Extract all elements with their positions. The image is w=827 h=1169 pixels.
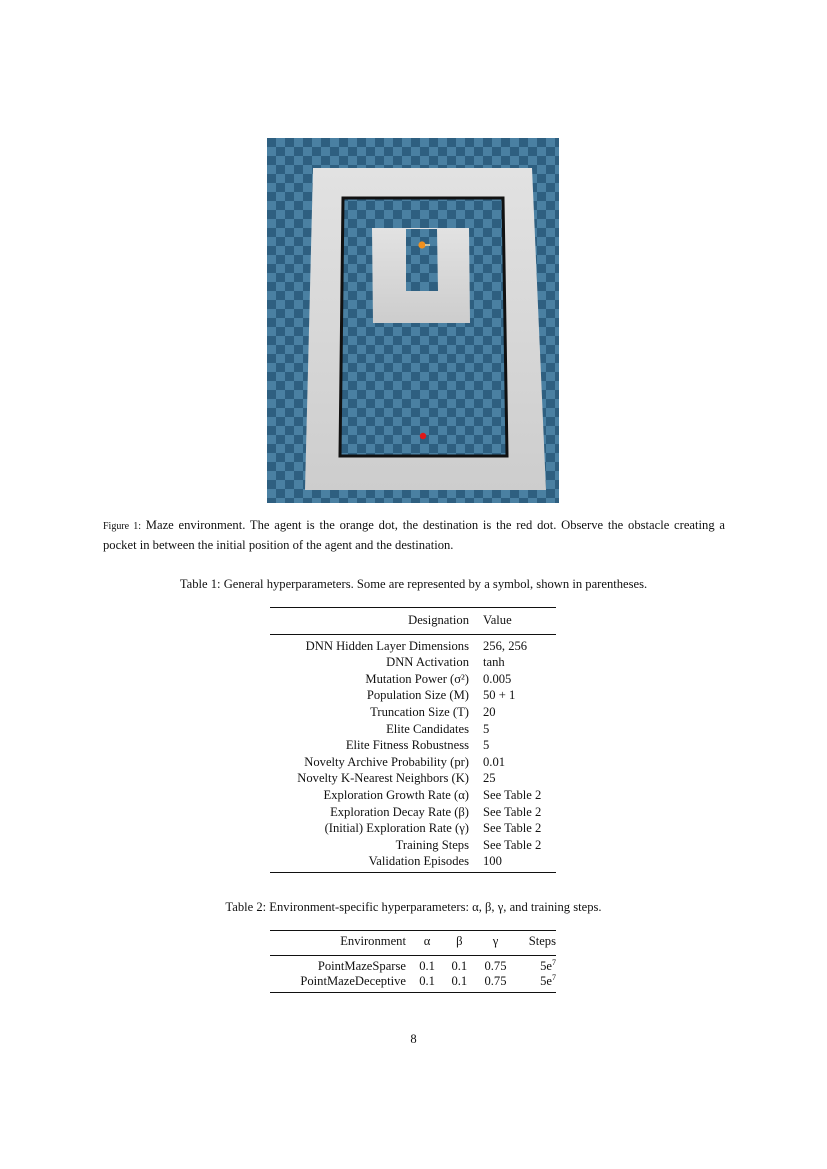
table-row (270, 770, 556, 787)
figure-caption-label: Figure 1: (103, 521, 142, 532)
table-row (270, 737, 556, 754)
beta-cell: 0.1 (451, 974, 468, 988)
designation-cell: Mutation Power (σ²) (365, 671, 469, 686)
column-header-beta: β (456, 934, 463, 948)
table-row (270, 671, 556, 688)
beta-cell: 0.1 (451, 958, 468, 973)
table-row (270, 754, 556, 771)
steps-base: 5e (540, 958, 552, 973)
maze-figure (267, 138, 559, 503)
figure-caption-text: Maze environment. The agent is the orange dot, the destination is the red dot. Observe the obstacle creating a pocket in between the initial position of the agent and the destination. (103, 518, 725, 552)
designation-cell: Exploration Growth Rate (α) (323, 787, 469, 802)
value-cell: 5 (483, 721, 490, 736)
destination-dot (420, 433, 426, 439)
table2-caption: Table 2: Environment-specific hyperparameters: α, β, γ, and training steps. (225, 900, 602, 914)
table-row (270, 704, 556, 721)
designation-cell: Elite Fitness Robustness (345, 738, 469, 753)
maze-render (267, 138, 559, 503)
table-row (270, 687, 556, 704)
table-row (270, 804, 556, 821)
steps-cell (516, 955, 556, 974)
steps-exponent: 7 (552, 957, 556, 967)
value-cell: 5 (483, 738, 490, 753)
alpha-cell: 0.1 (419, 958, 435, 973)
environment-cell: PointMazeSparse (317, 958, 406, 973)
designation-cell: Novelty Archive Probability (pr) (304, 754, 469, 769)
value-cell: 256, 256 (483, 638, 528, 653)
value-cell: See Table 2 (483, 804, 542, 819)
table-row (270, 820, 556, 837)
table1-caption: Table 1: General hyperparameters. Some are represented by a symbol, shown in parentheses. (179, 577, 648, 591)
table-row (270, 654, 556, 671)
table-row (270, 634, 556, 654)
table-row (270, 787, 556, 804)
general-hyperparameters-table (270, 607, 556, 873)
designation-cell: Training Steps (395, 837, 469, 852)
table-row (270, 853, 556, 872)
alpha-cell: 0.1 (419, 974, 435, 988)
column-header-value: Value (483, 613, 512, 627)
page-number: 8 (410, 1032, 417, 1046)
table-row (270, 974, 556, 992)
value-cell: See Table 2 (483, 837, 542, 852)
value-cell: 100 (483, 854, 502, 869)
table-header-row (270, 608, 556, 635)
value-cell: See Table 2 (483, 821, 542, 836)
designation-cell: DNN Hidden Layer Dimensions (305, 638, 469, 653)
environment-cell: PointMazeDeceptive (300, 974, 406, 988)
value-cell: 25 (483, 771, 496, 786)
steps-exponent: 7 (552, 972, 556, 982)
value-cell: tanh (483, 655, 505, 670)
column-header-designation: Designation (408, 613, 469, 627)
value-cell: 20 (483, 704, 496, 719)
column-header-gamma: γ (492, 934, 499, 948)
agent-dot (418, 241, 425, 248)
environment-hyperparameters-table (270, 930, 556, 993)
designation-cell: (Initial) Exploration Rate (γ) (324, 821, 469, 836)
designation-cell: Validation Episodes (368, 854, 469, 869)
designation-cell: Exploration Decay Rate (β) (330, 804, 469, 819)
steps-base: 5e (540, 974, 552, 988)
designation-cell: Novelty K-Nearest Neighbors (K) (297, 771, 469, 786)
value-cell: 0.005 (483, 671, 512, 686)
designation-cell: DNN Activation (386, 655, 469, 670)
value-cell: 0.01 (483, 754, 506, 769)
designation-cell: Elite Candidates (386, 721, 469, 736)
gamma-cell: 0.75 (484, 958, 507, 973)
steps-cell (516, 974, 556, 992)
table-row (270, 955, 556, 974)
value-cell: See Table 2 (483, 787, 542, 802)
designation-cell: Population Size (M) (366, 688, 469, 703)
column-header-environment: Environment (340, 934, 406, 948)
column-header-alpha: α (423, 934, 431, 948)
designation-cell: Truncation Size (T) (370, 704, 469, 719)
figure-caption (103, 516, 725, 554)
value-cell: 50 + 1 (483, 688, 516, 703)
table-header-row (270, 931, 556, 956)
table-row (270, 721, 556, 738)
gamma-cell: 0.75 (484, 974, 507, 988)
table-row (270, 837, 556, 854)
column-header-steps: Steps (528, 934, 556, 948)
